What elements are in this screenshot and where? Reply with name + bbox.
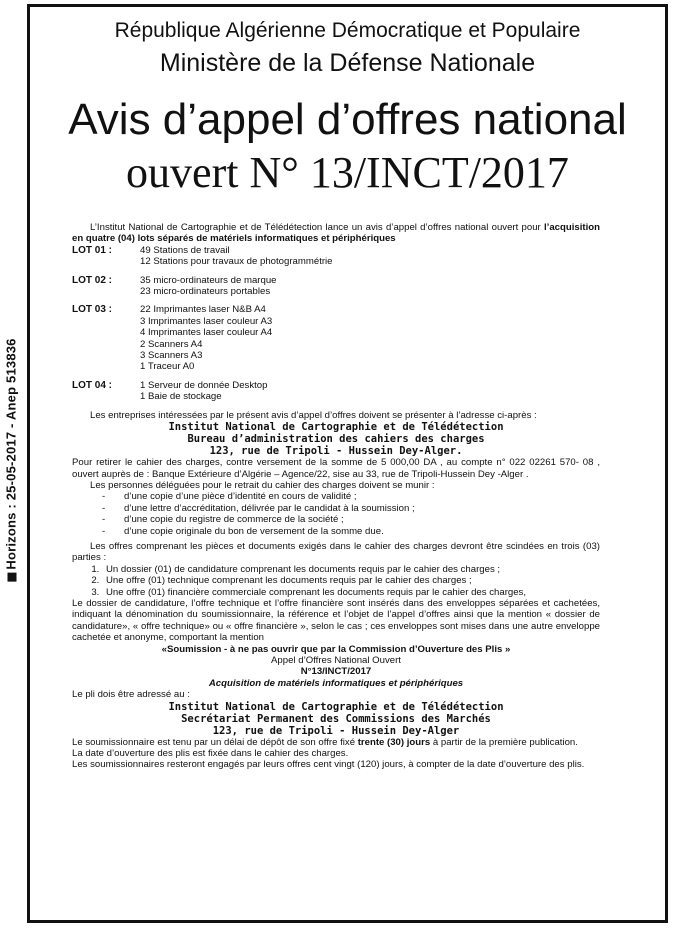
lot-items	[140, 245, 333, 268]
mention-line: Acquisition de matériels informatiques et périphériques	[208, 677, 464, 689]
offres-paragraph: Les offres comprenant les pièces et documents exigés dans le cahier des charges devront être scindées en trois (03) parties :	[72, 540, 600, 564]
lot-item: 35 micro-ordinateurs de marque	[140, 274, 277, 286]
list-item: - d’une copie d’une pièce d’identité en cours de validité ;	[102, 491, 600, 502]
list-item: - d’une lettre d’accréditation, délivrée par le candidat à la soumission ;	[102, 503, 600, 514]
address-block-1	[72, 421, 600, 457]
list-item: 1. Un dossier (01) de candidature comprenant les documents requis par le cahier des charges ;	[102, 564, 600, 575]
publication-tag-text	[4, 338, 19, 581]
lot-item: 1 Baie de stockage	[140, 391, 222, 403]
lot-label: LOT 01 :	[72, 244, 113, 256]
mention-line: N°13/INCT/2017	[300, 666, 372, 678]
address-line: Institut National de Cartographie et de Télédétection	[168, 421, 504, 434]
lot-item: 12 Stations pour travaux de photogrammétrie	[140, 256, 333, 268]
requirements-list	[72, 491, 600, 537]
lot-item: 3 Imprimantes laser couleur A3	[140, 315, 273, 327]
notice-title-line2: ouvert N° 13/INCT/2017	[126, 148, 569, 197]
lot-item: 22 Imprimantes laser N&B A4	[140, 304, 266, 316]
square-bullet-icon	[8, 573, 17, 582]
list-item: 3. Une offre (01) financière commerciale comprenant les documents requis par le cahier des charges,	[102, 587, 600, 598]
lot-03	[72, 304, 600, 372]
lot-item: 3 Scanners A3	[140, 350, 203, 362]
lot-item: 4 Imprimantes laser couleur A4	[140, 327, 273, 339]
lot-items	[140, 380, 267, 403]
envelope-mention	[72, 644, 600, 690]
republic-header: République Algérienne Démocratique et Populaire	[114, 19, 581, 42]
mention-line: «Soumission - à ne pas ouvrir que par la Commission d’Ouverture des Plis »	[161, 643, 511, 655]
list-item: 2. Une offre (01) technique comprenant les documents requis par le cahier des charges ;	[102, 575, 600, 586]
lot-01	[72, 245, 600, 268]
delai-text-end: à partir de la première publication.	[430, 736, 578, 748]
address-line: Secrétariat Permanent des Commissions des Marchés	[181, 712, 491, 725]
address-line: 123, rue de Tripoli - Hussein Dey-Alger.	[209, 445, 463, 458]
ouverture-paragraph: La date d’ouverture des plis est fixée dans le cahier des charges.	[72, 748, 349, 760]
lot-02	[72, 275, 600, 298]
adresse-pli: Le pli dois être adressé au :	[72, 689, 190, 701]
lot-04	[72, 380, 600, 403]
engagement-paragraph: Les soumissionnaires resteront engagés par leurs offres cent vingt (120) jours, à compter de la date d’ouverture des plis.	[72, 759, 585, 771]
intro-paragraph	[72, 222, 600, 245]
parts-list	[72, 564, 600, 598]
address-line: 123, rue de Tripoli - Hussein Dey-Alger	[212, 724, 460, 737]
delegues-paragraph: Les personnes déléguées pour le retrait du cahier des charges doivent se munir :	[90, 479, 435, 491]
list-item: - d’une copie originale du bon de versement de la somme due.	[102, 526, 600, 537]
address-line: Institut National de Cartographie et de Télédétection	[168, 700, 504, 713]
notice-title-line1: Avis d’appel d’offres national	[68, 95, 627, 144]
lot-item: 1 Serveur de donnée Desktop	[140, 379, 268, 391]
notice-body	[72, 222, 600, 771]
ministry-header: Ministère de la Défense Nationale	[159, 49, 536, 77]
intro-object: l’acquisition en quatre (04) lots séparés de matériels informatiques et périphériques	[72, 222, 600, 245]
lot-item: 2 Scanners A4	[140, 338, 203, 350]
address-line: Bureau d’administration des cahiers des charges	[187, 433, 485, 446]
delai-paragraph	[72, 737, 600, 748]
lot-items	[140, 275, 277, 298]
list-item: - d’une copie du registre de commerce de la société ;	[102, 514, 600, 525]
lot-label: LOT 04 :	[72, 379, 113, 391]
delai-text: Le soumissionnaire est tenu par un délai de dépôt de son offre fixé	[72, 736, 358, 748]
lot-item: 49 Stations de travail	[140, 244, 230, 256]
lot-item: 23 micro-ordinateurs portables	[140, 286, 271, 298]
lot-label: LOT 03 :	[72, 304, 113, 316]
dossier-paragraph: Le dossier de candidature, l’offre technique et l’offre financière sont insérés dans des enveloppes séparées et cachetées, indiquant la dénomination du soumissionnaire, la référence et l’objet de l’appel d’offres ainsi que la mention « dossier de candidature», « offre technique» ou « offre financière », selon le cas ; ces enveloppes sont mises dans une autre enveloppe cachetée et anonyme, comportant la mention	[72, 597, 600, 644]
mention-line: Appel d’Offres National Ouvert	[271, 655, 401, 666]
presentation-paragraph: Les entreprises intéressées par le présent avis d’appel d’offres doivent se présenter à l’adresse ci-après :	[90, 409, 537, 421]
address-block-2	[72, 701, 600, 737]
lot-items	[140, 304, 272, 372]
intro-text: L’Institut National de Cartographie et de Télédétection lance un avis d’appel d’offres national ouvert pour	[90, 222, 545, 233]
lot-label: LOT 02 :	[72, 274, 113, 286]
lot-item: 1 Traceur A0	[140, 361, 195, 373]
retrait-paragraph: Pour retirer le cahier des charges, contre versement de la somme de 5 000,00 DA , au compte n° 022 02261 570- 08 , ouvert auprès de : Banque Extérieure d’Algérie – Agence/22, sise au 33, rue de Tripoli-Hussein Dey -Alger .	[72, 457, 600, 480]
delai-days: trente (30) jours	[357, 736, 431, 748]
publication-tag-label: Horizons : 25-05-2017 - Anep 513836	[3, 338, 19, 570]
